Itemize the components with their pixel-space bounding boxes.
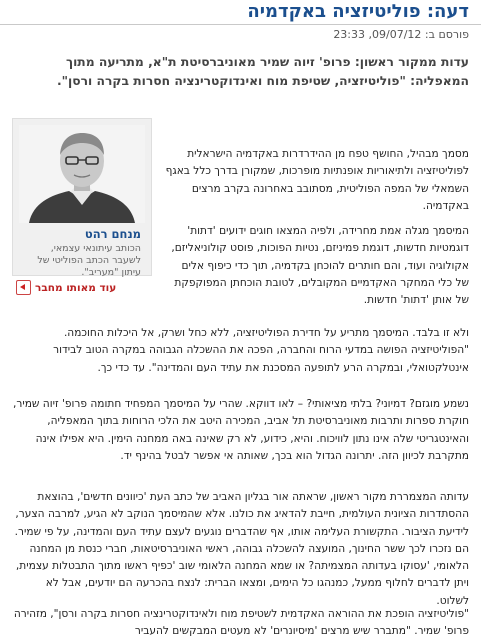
article-title: דעה: פוליטיזציה באקדמיה (247, 1, 469, 22)
more-from-author-label: עוד מאותו מחבר (35, 281, 117, 294)
publish-date: פורסם ב: 09/07/12, 23:33 (333, 28, 469, 41)
more-from-author-link[interactable] (16, 280, 116, 295)
title-bar (0, 0, 481, 25)
author-box (12, 118, 152, 276)
article-subtitle: עדות ממקור ראשון: פרופ' זיוה שמיר מאוניברסיטת ת"א, מתריעה מתוך המאפליה: "פוליטיזציה, שטיפת מוח ואינדוקטרינציה חסרות בקרה ורסן". (56, 55, 469, 88)
paragraph-3: ולא זו בלבד. המיסמך מתריע על חדירת הפוליטיזציה, ללא כחל ושרק, אל היכלות החוכמה. "הפוליטיזציה הפושה במדעי הרוח והחברה, הפכה את ההשכלה הגבוהה במקרה הטוב לבידור אינטלקטואלי, ובמקרה הרע לתופעה המסכנת את עתיד העם והמדינה". עד כדי כך. (53, 327, 469, 374)
paragraph-4: נשמע מוגזם? דמיוני? בלתי מציאותי? – לאו דווקא. שהרי על המיסמך המפחיד חתומה פרופ' זיוה שמיר, חוקרת ספרות ותרבות מאוניברסיטת תל אביב, המכירה היטב את הלכי הרוחות בתוך המאפליה, והאינטגריטי שלה אינו נתון לוויכוח. והיא, כידוע, לא רק שאינה באה ממחנה הימין. היא אפילו אינה מתקרבת לכיוון הזה. יתרונה הגדול הוא בכך, שאותה אי אפשר לבטל בהינף יד. (12, 398, 469, 462)
arrow-left-icon (16, 280, 31, 295)
paragraph-5: עדותה המצמררת מקור ראשון, שראתה אור בגליון האביב של כתב העת 'כיוונים חדשים', בהוצאת ההסתדרות הציונית העולמית, חייבת להדאיג את כולנו. אלא שהמיסמך הנוקב לא הגיע, למרבה הצער, לידיעת הציבור. התקשורת העלימה אותו, אף שהדברים נוגעים לעצם עתיד העם והמדינה, על פי שמיר. הם נזכרו לכך ששר החינוך, המועצה להשכלה גבוהה, ראשי האוניברסיטאות, חברי כנסת מן המחנה הלאומי, 'עסוקו בעדותה המצמיתה? או שמא המחנה הלאומי שוב 'כפיף ראשו מתוך התבטלות עצמית, ויתן לדברים לחלוף ממעל, כמנהגו כל הימים, ומצאו הברית: לנצח בהכרעה הם יודעים, אבל לא לשלוט. (14, 491, 469, 607)
paragraph-1: מסמך מבהיל, החושף טפח מן ההידרדרות באקדמיה הישראלית לפוליטיזציה ולתיאוריות אופנתיות מופרכות, שמקורן בדרך כלל באגף השמאלי של המפה הפוליטית, מסתובב באחרונה בקרב מרצים באקדמיה. (165, 148, 469, 212)
body-column (165, 146, 469, 310)
author-bio: הכותב עיתונאי עצמאי, לשעבר הכתב הפוליטי של עיתון "מעריב". (37, 243, 141, 278)
paragraph-6: "פוליטיזציה הופכת את ההוראה האקדמית לשטיפת מוח ולאינדוקטרינציה חסרות בקרה ורסן", מזהירה פרופ' שמיר. "מתברר שיש מרצים 'מיסיונרים' לא מעטים המבקשים להעביר (13, 608, 469, 638)
paragraph-2: המיסמך מגלה אמת מחרידה, ולפיה המצאו חוגים ידועים 'דתות' דוגמטיות חדשות, דוגמת פמיניזם, נטיות הפוכות, פוסט קולוניאליזם, אקולוגיה ועוד, והם חותרים להוכחן בקדמיה, תוך כדי כיפוף אלים של כלי המחקר האקדמיים המקובלים, לטובת הוכחתן המפוקפקת של אותן 'דתות' חדשות. (171, 225, 469, 307)
author-portrait-image (19, 125, 145, 223)
author-portrait-icon (19, 125, 145, 223)
author-name[interactable]: מנחם רהט (84, 227, 141, 241)
